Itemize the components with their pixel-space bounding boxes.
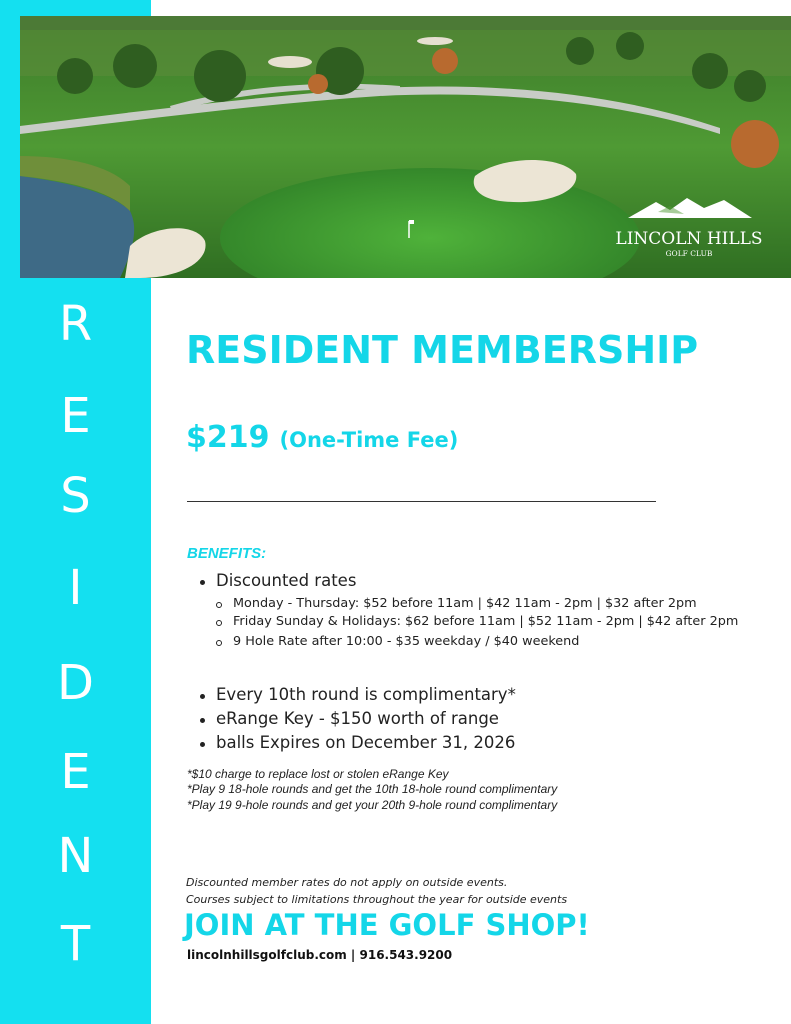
bullet-circle [216,602,222,608]
treeline [20,16,791,30]
vertical-letter: D [57,655,94,711]
footnote: *Play 9 18-hole rounds and get the 10th 18-hole round complimentary [187,782,558,796]
footnote: *$10 charge to replace lost or stolen eRange Key [187,767,449,781]
disclaimer: Courses subject to limitations throughout the year for outside events [186,893,568,906]
vertical-letter: E [60,388,91,444]
bullet-dot [200,580,205,585]
benefits-heading: BENEFITS: [187,545,267,562]
divider [187,501,656,502]
rate-item: Monday - Thursday: $52 before 11am | $42 11am - 2pm | $32 after 2pm [233,596,697,611]
vertical-letter: I [68,560,83,616]
contact-info: lincolnhillsgolfclub.com | 916.543.9200 [187,948,453,962]
vertical-letter: E [60,744,91,800]
call-to-action: JOIN AT THE GOLF SHOP! [184,908,590,942]
page-title: RESIDENT MEMBERSHIP [186,328,699,372]
price-row [186,420,458,455]
vertical-letter: R [58,296,93,352]
hero-golf-course-photo [20,16,791,278]
benefit-item: Discounted rates [216,571,357,590]
vertical-letter: N [57,828,94,884]
bullet-dot [200,742,205,747]
rate-item: 9 Hole Rate after 10:00 - $35 weekday / $40 weekend [233,634,580,649]
footnote: *Play 19 9-hole rounds and get your 20th 9-hole round complimentary [187,798,558,812]
bullet-circle [216,620,222,626]
golf-course-illustration [20,16,791,278]
vertical-letter: S [60,468,91,524]
distant-bunker [268,56,312,68]
disclaimer: Discounted member rates do not apply on outside events. [186,876,508,889]
benefit-item: Every 10th round is complimentary* [216,685,516,704]
flag [409,220,414,224]
price-amount: $219 [186,420,270,455]
price-note: (One-Time Fee) [279,428,459,452]
benefit-item: eRange Key - $150 worth of range [216,709,499,728]
rate-item: Friday Sunday & Holidays: $62 before 11am | $52 11am - 2pm | $42 after 2pm [233,614,739,629]
vertical-letter: T [60,916,91,972]
logo-subtitle: GOLF CLUB [665,249,713,258]
bullet-dot [200,694,205,699]
logo-name: LINCOLN HILLS [615,229,763,249]
distant-bunker [417,37,453,45]
benefit-item: balls Expires on December 31, 2026 [216,733,516,752]
bullet-circle [216,640,222,646]
bullet-dot [200,718,205,723]
